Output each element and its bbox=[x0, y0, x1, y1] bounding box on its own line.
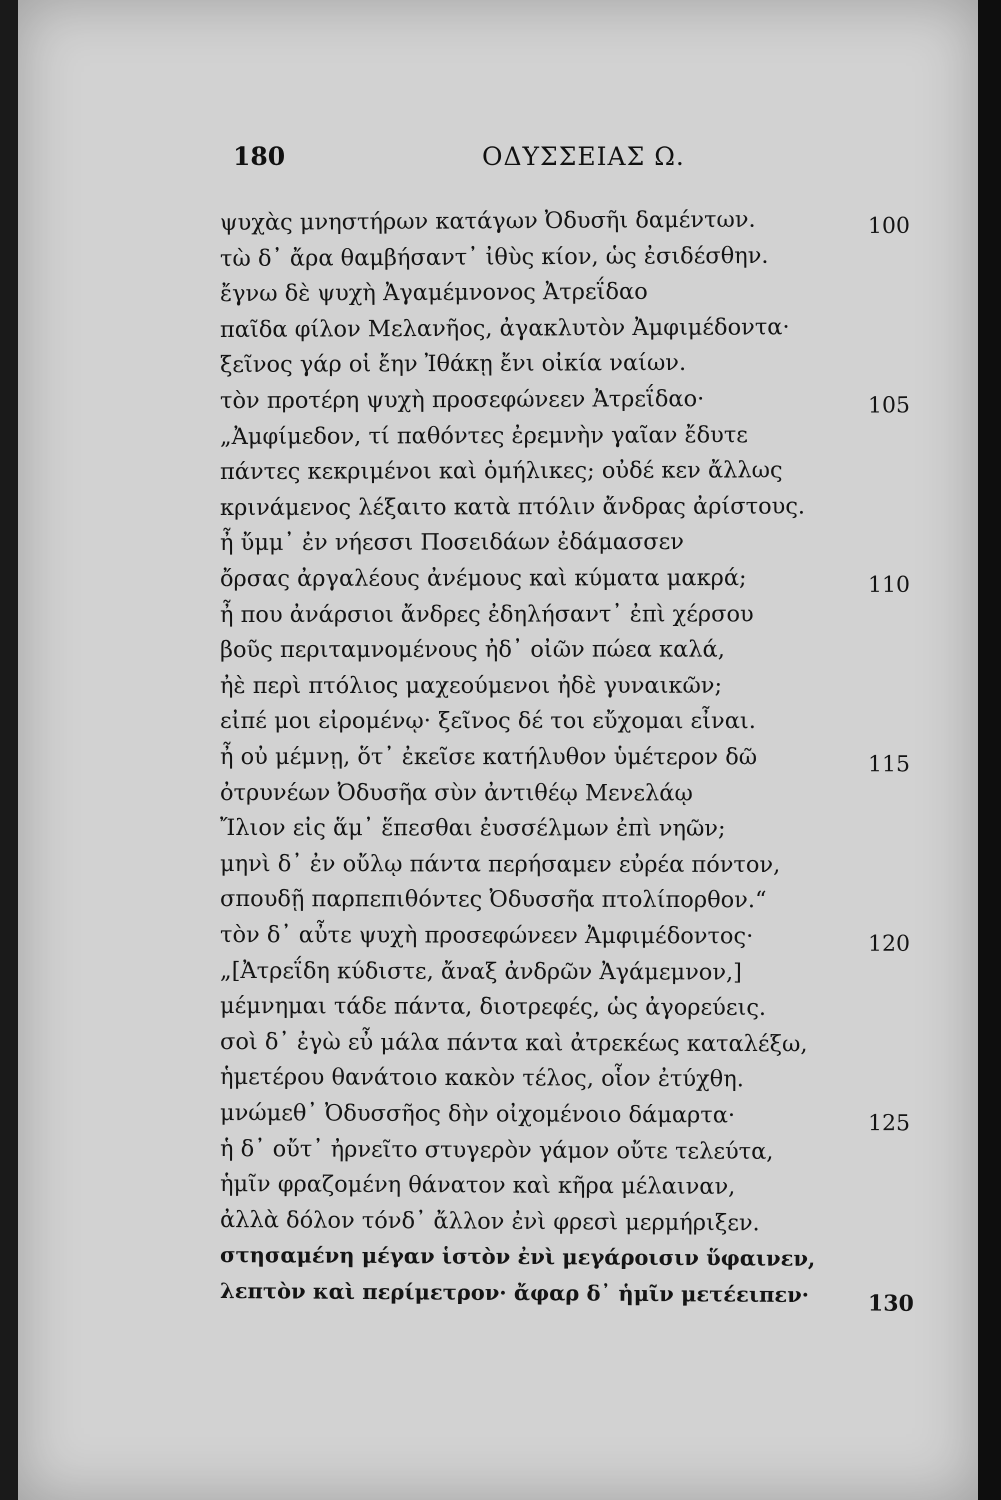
page-number: 180 bbox=[233, 142, 286, 171]
line-number: 130 bbox=[867, 1290, 914, 1317]
verse-line bbox=[0, 565, 1001, 603]
verse-line bbox=[0, 493, 1001, 532]
verse-text: μέμνημαι τάδε πάντα, διοτρεφές, ὡς ἀγορεύεις. bbox=[219, 993, 767, 1022]
verse-text: βοῦς περιταμνομένους ἠδ᾽ οἰῶν πώεα καλά, bbox=[219, 636, 725, 664]
verse-text: μνώμεθ᾽ Ὀδυσσῆος δὴν οἰχομένοιο δάμαρτα· bbox=[219, 1100, 736, 1129]
verse-line bbox=[0, 850, 1001, 888]
verse-text: τὸν προτέρη ψυχὴ προσεφώνεεν Ἀτρεΐδαο· bbox=[219, 386, 705, 414]
verse-line bbox=[0, 1028, 1001, 1068]
verse-line bbox=[0, 815, 1001, 852]
line-number: 125 bbox=[867, 1111, 911, 1137]
verse-text: ὄρσας ἀργαλέους ἀνέμους καὶ κύματα μακρά; bbox=[219, 565, 747, 592]
verse-line bbox=[0, 601, 1001, 638]
verse-line bbox=[0, 992, 1001, 1031]
verse-line bbox=[0, 708, 1001, 744]
verse-line bbox=[0, 205, 1001, 247]
verse-text: ξεῖνος γάρ οἱ ἔην Ἰθάκῃ ἔνι οἰκία ναίων. bbox=[219, 350, 687, 379]
verse-text: παῖδα φίλον Μελανῆος, ἀγακλυτὸν Ἀμφιμέδοντα· bbox=[219, 314, 790, 343]
verse-line bbox=[0, 529, 1001, 567]
verse-text: κρινάμενος λέξαιτο κατὰ πτόλιν ἄνδρας ἀρίστους. bbox=[219, 493, 806, 521]
verse-text: σπουδῇ παρπεπιθόντες Ὀδυσσῆα πτολίπορθον.“ bbox=[219, 886, 767, 914]
verse-line bbox=[0, 637, 1001, 674]
verse-line bbox=[0, 1276, 1001, 1319]
verse-text: ἔγνω δὲ ψυχὴ Ἀγαμέμνονος Ἀτρεΐδαο bbox=[219, 278, 648, 308]
line-number: 105 bbox=[867, 393, 911, 419]
verse-text: τὼ δ᾽ ἄρα θαμβήσαντ᾽ ἰθὺς κίον, ὡς ἐσιδέσθην. bbox=[219, 242, 769, 272]
verse-text: „[Ἀτρεΐδη κύδιστε, ἄναξ ἀνδρῶν Ἀγάμεμνον,] bbox=[219, 957, 743, 986]
verse-text: πάντες κεκριμένοι καὶ ὁμήλικες; οὐδέ κεν ἄλλως bbox=[219, 457, 783, 486]
running-title: ΟΔΥΣΣΕΙΑΣ Ω. bbox=[482, 142, 685, 171]
verse-line bbox=[0, 1099, 1001, 1140]
line-number: 115 bbox=[867, 752, 911, 778]
verse-line bbox=[0, 744, 1001, 780]
verse-line bbox=[0, 779, 1001, 816]
line-number: 120 bbox=[867, 931, 911, 957]
verse-line bbox=[0, 1134, 1001, 1175]
verse-line bbox=[0, 921, 1001, 960]
verse-text: ἦ οὐ μέμνῃ, ὅτ᾽ ἐκεῖσε κατήλυθον ὑμέτερον δῶ bbox=[219, 744, 758, 771]
verse-line bbox=[0, 672, 1001, 708]
verse-text: ψυχὰς μνηστήρων κατάγων Ὀδυσῆι δαμέντων. bbox=[219, 206, 756, 236]
verse-text: ἠὲ περὶ πτόλιος μαχεούμενοι ἠδὲ γυναικῶν; bbox=[219, 672, 723, 699]
verse-text: „Ἀμφίμεδον, τί παθόντες ἐρεμνὴν γαῖαν ἔδυτε bbox=[219, 421, 748, 450]
verse-line bbox=[0, 457, 1001, 496]
line-number: 100 bbox=[867, 213, 911, 240]
verse-line bbox=[0, 241, 1001, 283]
verse-text: μηνὶ δ᾽ ἐν οὔλῳ πάντα περήσαμεν εὐρέα πόντον, bbox=[219, 850, 781, 878]
verse-line bbox=[0, 421, 1001, 460]
verse-text: εἰπέ μοι εἰρομένῳ· ξεῖνος δέ τοι εὔχομαι εἶναι. bbox=[220, 708, 756, 735]
verse-text: λεπτὸν καὶ περίμετρον· ἄφαρ δ᾽ ἡμῖν μετέειπεν· bbox=[219, 1278, 810, 1308]
verse-text: στησαμένη μέγαν ἱστὸν ἐνὶ μεγάροισιν ὕφαινεν, bbox=[219, 1242, 816, 1272]
verse-text: ὀτρυνέων Ὀδυσῆα σὺν ἀντιθέῳ Μενελάῳ bbox=[219, 779, 693, 807]
verse-text: ἡ δ᾽ οὔτ᾽ ἠρνεῖτο στυγερὸν γάμον οὔτε τελεύτα, bbox=[219, 1135, 774, 1165]
verse-text: ἀλλὰ δόλον τόνδ᾽ ἄλλον ἐνὶ φρεσὶ μερμήριξεν. bbox=[219, 1206, 760, 1237]
verse-text: ἦ που ἀνάρσιοι ἄνδρες ἐδηλήσαντ᾽ ἐπὶ χέρσου bbox=[219, 600, 754, 628]
verse-text: ἡμῖν φραζομένη θάνατον καὶ κῆρα μέλαιναν, bbox=[219, 1171, 736, 1201]
verse-line bbox=[0, 1170, 1001, 1212]
verse-line bbox=[0, 277, 1001, 318]
verse-line bbox=[0, 385, 1001, 425]
page-header bbox=[0, 142, 1001, 182]
verse-line bbox=[0, 957, 1001, 996]
verse-line bbox=[0, 1063, 1001, 1103]
verse-line bbox=[0, 313, 1001, 354]
verse-text: τὸν δ᾽ αὖτε ψυχὴ προσεφώνεεν Ἀμφιμέδοντος· bbox=[219, 922, 754, 950]
verse-line bbox=[0, 886, 1001, 924]
verse-line bbox=[0, 349, 1001, 389]
verse-text: ἦ ὔμμ᾽ ἐν νήεσσι Ποσειδάων ἐδάμασσεν bbox=[219, 529, 685, 557]
verse-text: σοὶ δ᾽ ἐγὼ εὖ μάλα πάντα καὶ ἀτρεκέως καταλέξω, bbox=[219, 1028, 808, 1058]
verse-text: ἡμετέρου θανάτοιο κακὸν τέλος, οἷον ἐτύχθη. bbox=[219, 1064, 744, 1093]
verse-text: Ἴλιον εἰς ἅμ᾽ ἕπεσθαι ἐυσσέλμων ἐπὶ νηῶν; bbox=[219, 815, 726, 842]
line-number: 110 bbox=[867, 572, 911, 598]
